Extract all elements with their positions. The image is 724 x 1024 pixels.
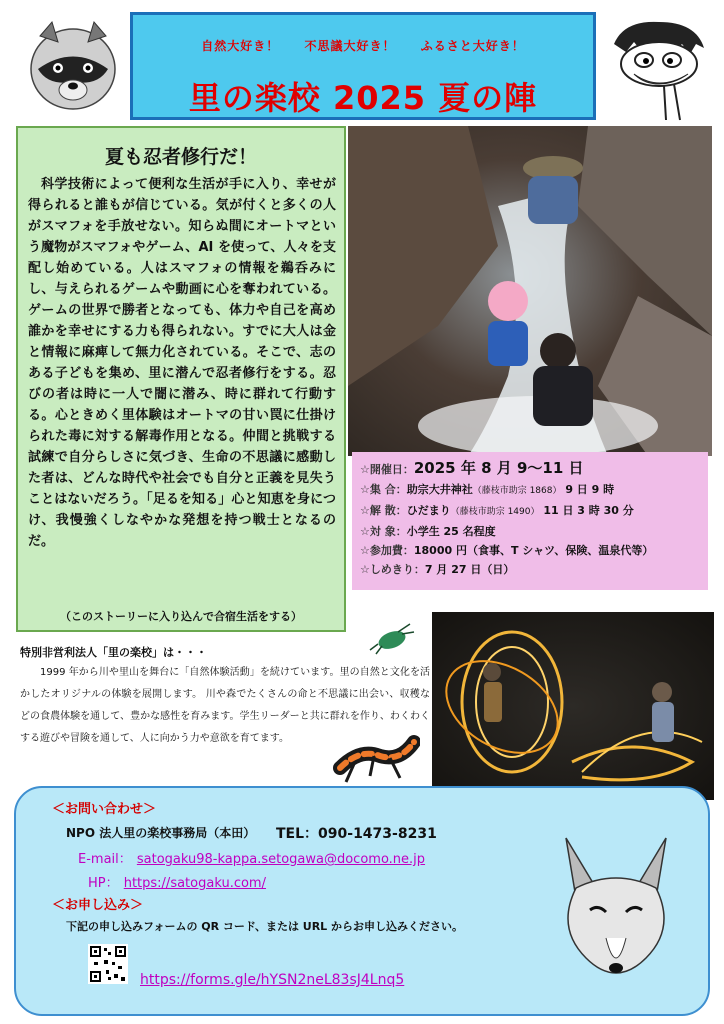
fire-dance-drawing [432,612,714,800]
kappa-illustration [604,14,714,124]
event-deadline-label: ☆しめきり： [360,563,425,576]
tagline-mystery: 不思議大好き！ [304,39,396,53]
tagline-nature: 自然大好き！ [201,39,280,53]
event-date-value: 2025 年 8 月 9～11 日 [413,459,584,477]
email-label: E-mail： [78,852,132,867]
event-target-row [360,522,700,541]
event-dismiss-label: ☆解 散： [360,504,407,517]
inquiry-heading: ＜お問い合わせ＞ [52,802,157,817]
application-form-link[interactable]: https://forms.gle/hYSN2neL83sJ4Lnq5 [140,972,405,988]
page-title: 里の楽校 2025 夏の陣 [188,79,538,117]
tanuki-illustration [18,14,128,119]
header-tagline [133,37,593,54]
event-fee-value: 18000 円（食事、T シャツ、保険、温泉代等） [413,544,654,557]
email-link[interactable]: satogaku98-kappa.setogawa@docomo.ne.jp [136,852,426,867]
fox-illustration [536,828,696,998]
event-fee-label: ☆参加費： [360,544,414,557]
event-dismiss-detail: （藤枝市助宗 1490） [450,507,540,517]
event-date-row [360,458,700,480]
homepage-label: HP： [88,876,119,891]
event-info-panel [352,452,708,590]
event-deadline-value: 7 月 27 日（日） [424,563,515,576]
event-target-label: ☆対 象： [360,525,407,538]
qr-code-icon[interactable] [88,944,128,984]
event-meet-value: 助宗大井神社 [406,483,473,496]
event-meet-label: ☆集 合： [360,483,407,496]
org-title: 特別非営利法人「里の楽校」は・・・ [20,646,207,659]
story-panel [16,126,346,632]
event-date-label: ☆開催日： [360,463,414,476]
event-target-value: 小学生 25 名程度 [406,525,496,538]
waterfall-photo [348,126,712,456]
apply-instructions: 下記の申し込みフォームの QR コード、または URL からお申し込みください。 [66,920,464,933]
homepage-row [88,872,266,891]
contact-panel [14,786,710,1016]
story-note: （このストーリーに入り込んで合宿生活をする） [60,610,302,623]
event-fee-row [360,541,700,560]
story-body: 科学技術によって便利な生活が手に入り、幸せが得られると誰もが信じている。気が付くと多くの人がスマフォを手放せない。知らぬ間にオートマという魔物がスマフォやゲーム、AI を使って、人々を支配し始めている。人はスマフォの情報を鵜呑みにし、与えられるゲームや動画に心を奪われている。ゲームの世界で勝者となっても、体力や自己を高め誰かを幸せにする力も得られない。すでに大人は金と情報に麻痺して無力化されている。そこで、志のある子どもを集め、里に潜んで忍者修行をする。忍びの者は時に一人で闇に潜み、時に群れて行動する。心ときめく里体験はオートマの甘い罠に仕掛けられた毒に対する解毒作用となる。仲間と挑戦する試練で自分らしさに気づき、生命の不思議に感動した者は、どんな時代や社会でも自分と正義を見失うことはないだろう。「足るを知る」心と知恵を身につけ、我慢強くしなやかな発想を持つ戦士となるのだ。 [28,177,336,549]
event-dismiss-row [360,501,700,522]
beetle-illustration [368,620,416,656]
tagline-hometown: ふるさと大好き！ [420,39,525,53]
apply-heading: ＜お申し込み＞ [52,898,144,913]
fire-dance-photo [432,612,714,800]
phone-number: TEL：090-1473-8231 [276,826,437,842]
event-meet-row [360,480,700,501]
org-office-name: NPO 法人里の楽校事務局（本田） [66,826,256,840]
homepage-link[interactable]: https://satogaku.com/ [123,876,266,891]
waterfall-photo-drawing [348,126,712,456]
event-deadline-row [360,560,700,579]
event-meet-detail: （藤枝市助宗 1868） [472,486,562,496]
story-title: 夏も忍者修行だ！ [104,146,257,168]
header-banner [130,12,596,120]
event-dismiss-value: ひだまり [406,504,451,517]
event-dismiss-time: 11 日 3 時 30 分 [543,504,634,517]
event-meet-time: 9 日 9 時 [565,483,615,496]
org-description: 1999 年から川や里山を舞台に「自然体験活動」を続けています。里の自然と文化を活かしたオリジナルの体験を展開します。 川や森でたくさんの命と不思議に出会い、収穫などの食農体験を通して、豊かな感性を育みます。学生リーダーと共に群れを作り、わくわくする遊びや冒険を通して、人に向かう力や意欲を育てます。 [20,667,430,744]
email-row [78,848,425,867]
